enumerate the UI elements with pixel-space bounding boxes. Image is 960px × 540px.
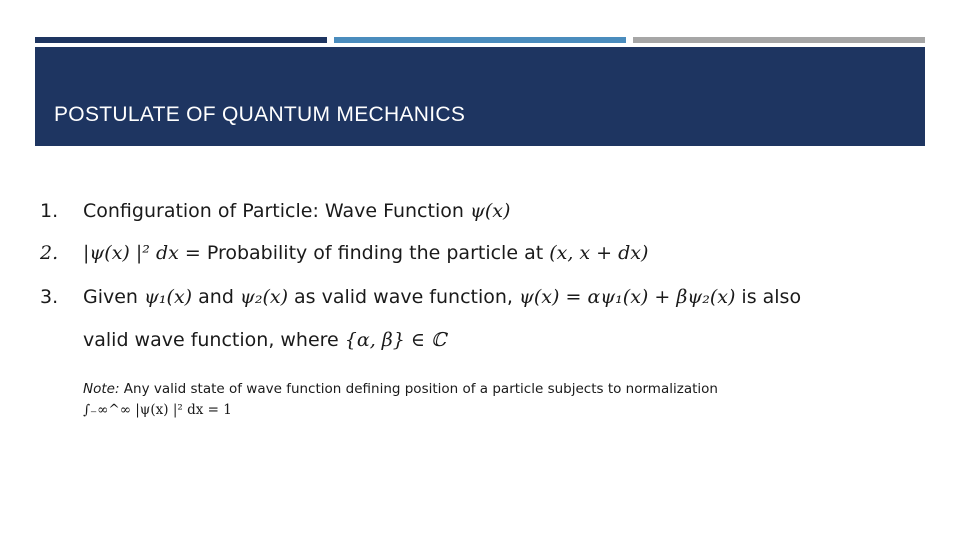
item-math: ψ₂(x) (239, 286, 288, 308)
accent-bar-dark-blue (35, 37, 327, 43)
item-text: Given (83, 286, 145, 308)
item-text: is also (735, 286, 802, 308)
item-math: (x, x + dx) (549, 242, 649, 264)
item-math: ψ(x) (469, 200, 511, 222)
item-body (83, 196, 510, 226)
normalization-formula: ∫₋∞^∞ |ψ(x) |² dx = 1 (83, 402, 232, 418)
item-body (83, 238, 648, 268)
item-text: and (192, 286, 240, 308)
note-text: Any valid state of wave function defining position of a particle subjects to normalization (119, 381, 718, 397)
note (83, 381, 718, 398)
accent-bar-light-blue (334, 37, 626, 43)
item-math: ψ₁(x) (144, 286, 193, 308)
item-text: Configuration of Particle: Wave Function (83, 200, 470, 222)
item-text: as valid wave function, (287, 286, 519, 308)
item-math: ψ(x) = αψ₁(x) + βψ₂(x) (519, 286, 736, 308)
item-math: {α, β} ∈ ℂ (344, 329, 447, 351)
item-body (83, 325, 446, 355)
accent-bar-gray (633, 37, 925, 43)
note-label: Note: (83, 381, 120, 397)
item-body (83, 282, 801, 312)
item-text: = Probability of finding the particle at (178, 242, 550, 264)
item-number: 2. (40, 242, 59, 264)
item-number: 3. (40, 286, 59, 308)
item-math-lead: |ψ(x) |² dx (83, 242, 179, 264)
item-number: 1. (40, 200, 59, 222)
title-band (35, 47, 925, 146)
item-text: valid wave function, where (83, 329, 345, 351)
slide-title: POSTULATE OF QUANTUM MECHANICS (54, 103, 466, 126)
